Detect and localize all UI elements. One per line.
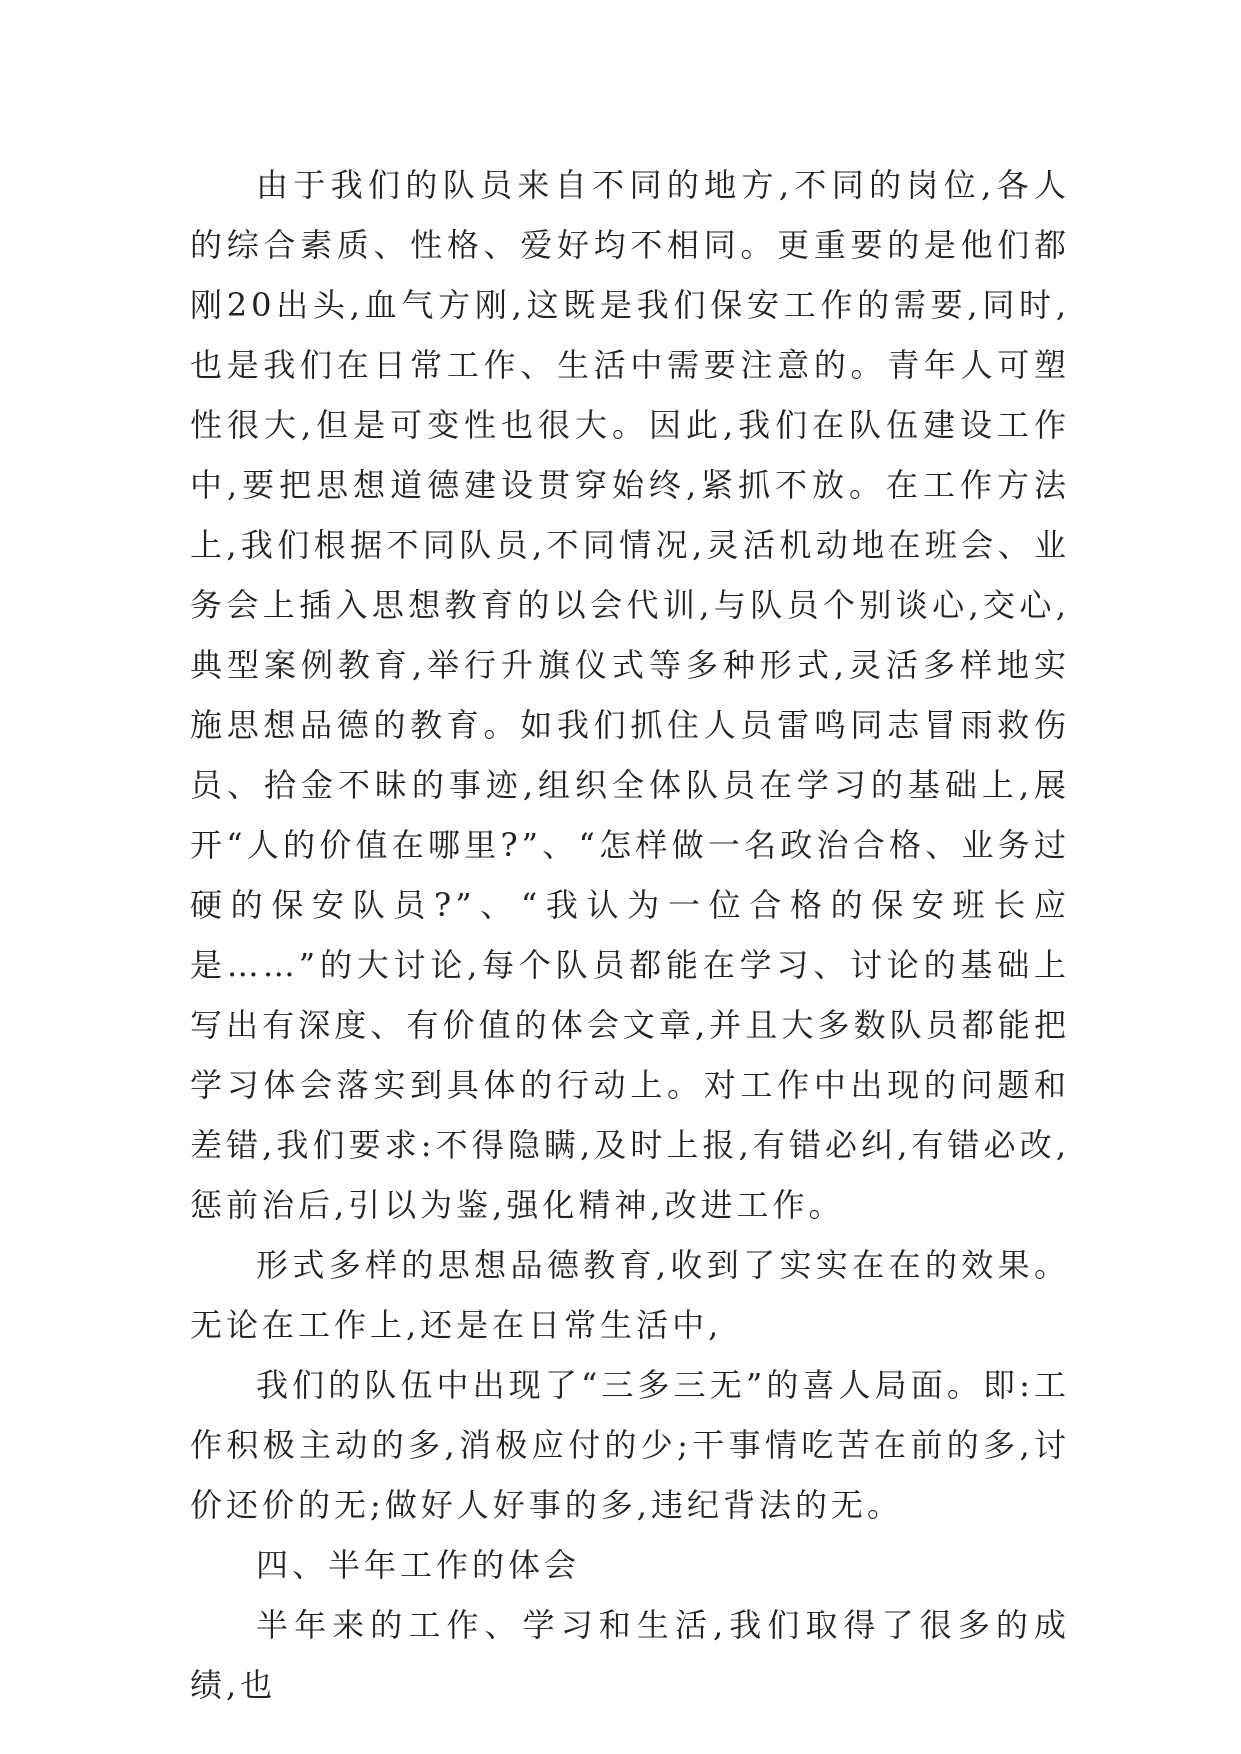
- paragraph-three-more-three-none: 我们的队伍中出现了“三多三无”的喜人局面。即:工作积极主动的多,消极应付的少;干事情吃苦在前的多,讨价还价的无;做好人好事的多,违纪背法的无。: [190, 1366, 1070, 1524]
- paragraph-team-background: 由于我们的队员来自不同的地方,不同的岗位,各人的综合素质、性格、爱好均不相同。更重要的是他们都刚20出头,血气方刚,这既是我们保安工作的需要,同时,也是我们在日常工作、生活中需要注意的。青年人可塑性很大,但是可变性也很大。因此,我们在队伍建设工作中,要把思想道德建设贯穿始终,紧抓不放。在工作方法上,我们根据不同队员,不同情况,灵活机动地在班会、业务会上插入思想教育的以会代训,与队员个别谈心,交心,典型案例教育,举行升旗仪式等多种形式,灵活多样地实施思想品德的教育。如我们抓住人员雷鸣同志冒雨救伤员、拾金不昧的事迹,组织全体队员在学习的基础上,展开“人的价值在哪里?”、“怎样做一名政治合格、业务过硬的保安队员?”、“我认为一位合格的保安班长应是……”的大讨论,每个队员都能在学习、讨论的基础上写出有深度、有价值的体会文章,并且大多数队员都能把学习体会落实到具体的行动上。对工作中出现的问题和差错,我们要求:不得隐瞒,及时上报,有错必纠,有错必改,惩前治后,引以为鉴,强化精神,改进工作。: [190, 166, 1070, 1224]
- paragraph-education-effect: 形式多样的思想品德教育,收到了实实在在的效果。无论在工作上,还是在日常生活中,: [190, 1246, 1070, 1344]
- section-heading-experience: 四、半年工作的体会: [256, 1546, 581, 1584]
- paragraph-half-year-summary: 半年来的工作、学习和生活,我们取得了很多的成绩,也: [190, 1606, 1070, 1704]
- document-body: [190, 155, 1070, 1715]
